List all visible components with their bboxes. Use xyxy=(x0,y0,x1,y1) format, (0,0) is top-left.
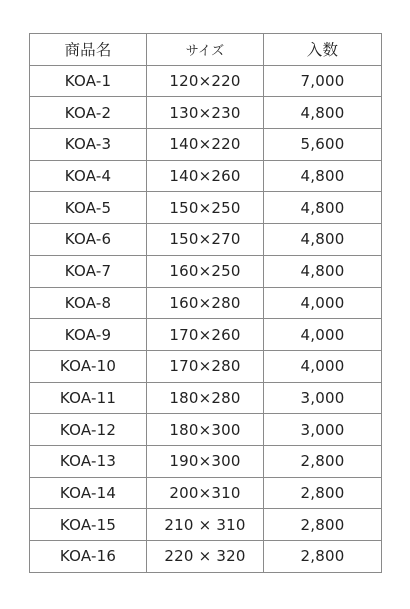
product-name-cell: KOA-7 xyxy=(30,255,147,287)
size-cell: 170×280 xyxy=(147,350,264,382)
product-name-cell: KOA-6 xyxy=(30,224,147,256)
quantity-cell: 3,000 xyxy=(264,382,382,414)
quantity-cell: 4,800 xyxy=(264,160,382,192)
quantity-cell: 2,800 xyxy=(264,541,382,573)
header-quantity: 入数 xyxy=(264,34,382,66)
table-row xyxy=(30,224,382,256)
table-row xyxy=(30,160,382,192)
size-cell: 150×270 xyxy=(147,224,264,256)
product-name-cell: KOA-16 xyxy=(30,541,147,573)
product-name-cell: KOA-14 xyxy=(30,477,147,509)
table-row xyxy=(30,509,382,541)
table-row xyxy=(30,129,382,161)
size-cell: 170×260 xyxy=(147,319,264,351)
quantity-cell: 4,000 xyxy=(264,319,382,351)
table-row xyxy=(30,287,382,319)
product-name-cell: KOA-12 xyxy=(30,414,147,446)
size-cell: 120×220 xyxy=(147,65,264,97)
size-cell: 200×310 xyxy=(147,477,264,509)
quantity-cell: 7,000 xyxy=(264,65,382,97)
product-name-cell: KOA-15 xyxy=(30,509,147,541)
product-name-cell: KOA-13 xyxy=(30,445,147,477)
size-cell: 140×260 xyxy=(147,160,264,192)
table-header-row xyxy=(30,34,382,66)
product-name-cell: KOA-4 xyxy=(30,160,147,192)
quantity-cell: 4,000 xyxy=(264,287,382,319)
quantity-cell: 2,800 xyxy=(264,509,382,541)
quantity-cell: 4,800 xyxy=(264,255,382,287)
quantity-cell: 4,000 xyxy=(264,350,382,382)
size-cell: 180×300 xyxy=(147,414,264,446)
product-name-cell: KOA-2 xyxy=(30,97,147,129)
size-cell: 160×250 xyxy=(147,255,264,287)
product-name-cell: KOA-10 xyxy=(30,350,147,382)
product-name-cell: KOA-8 xyxy=(30,287,147,319)
quantity-cell: 4,800 xyxy=(264,97,382,129)
table-row xyxy=(30,350,382,382)
product-name-cell: KOA-1 xyxy=(30,65,147,97)
size-cell: 160×280 xyxy=(147,287,264,319)
size-cell: 210 × 310 xyxy=(147,509,264,541)
size-cell: 180×280 xyxy=(147,382,264,414)
quantity-cell: 2,800 xyxy=(264,445,382,477)
quantity-cell: 3,000 xyxy=(264,414,382,446)
table-row xyxy=(30,414,382,446)
size-cell: 220 × 320 xyxy=(147,541,264,573)
table-row xyxy=(30,319,382,351)
size-cell: 130×230 xyxy=(147,97,264,129)
product-name-cell: KOA-11 xyxy=(30,382,147,414)
product-name-cell: KOA-5 xyxy=(30,192,147,224)
product-name-cell: KOA-3 xyxy=(30,129,147,161)
table-row xyxy=(30,541,382,573)
quantity-cell: 4,800 xyxy=(264,192,382,224)
quantity-cell: 5,600 xyxy=(264,129,382,161)
header-product-name: 商品名 xyxy=(30,34,147,66)
size-cell: 140×220 xyxy=(147,129,264,161)
table-row xyxy=(30,192,382,224)
table-row xyxy=(30,65,382,97)
table-row xyxy=(30,477,382,509)
table-row xyxy=(30,97,382,129)
size-cell: 190×300 xyxy=(147,445,264,477)
table-row xyxy=(30,445,382,477)
header-size: サイズ xyxy=(147,34,264,66)
table-row xyxy=(30,382,382,414)
quantity-cell: 2,800 xyxy=(264,477,382,509)
product-name-cell: KOA-9 xyxy=(30,319,147,351)
table-row xyxy=(30,255,382,287)
size-cell: 150×250 xyxy=(147,192,264,224)
product-table xyxy=(29,33,382,573)
quantity-cell: 4,800 xyxy=(264,224,382,256)
